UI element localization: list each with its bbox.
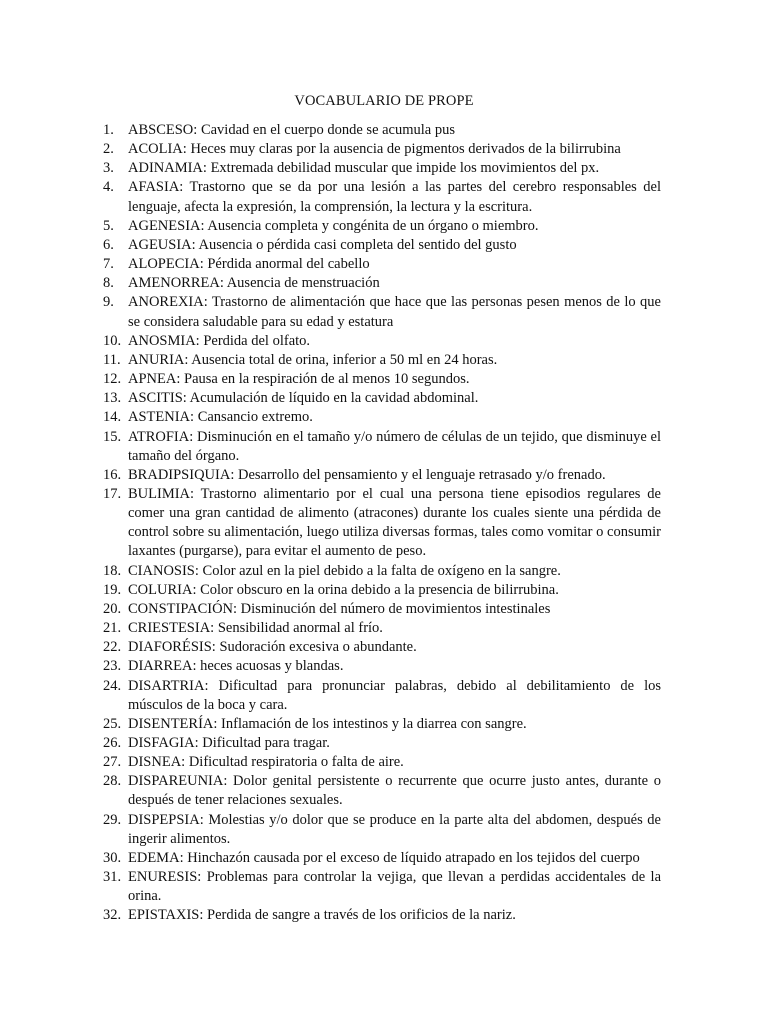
- vocabulary-entry: 31. ENURESIS: Problemas para controlar la vejiga, que llevan a perdidas accidentales de la orina.: [103, 869, 662, 905]
- entry-term: BULIMIA: [128, 485, 191, 502]
- vocabulary-entry: 17. BULIMIA: Trastorno alimentario por el cual una persona tiene episodios regulares de comer una gran cantidad de alimento (atracones) durante los cuales siente una pérdida de control sobre su alimentación, luego utiliza diversas formas, tales como vomitar o consumir laxantes (purgarse), para evitar el aumento de peso.: [103, 485, 661, 560]
- entry-term: ASCITIS: [128, 390, 183, 407]
- vocabulary-entry: 22. DIAFORÉSIS: Sudoración excesiva o abundante.: [103, 638, 661, 657]
- entry-term: CIANOSIS: [128, 562, 195, 579]
- vocabulary-entry: 6. AGEUSIA: Ausencia o pérdida casi completa del sentido del gusto: [103, 236, 661, 255]
- entry-number: 26.: [103, 735, 122, 751]
- document-title: VOCABULARIO DE PROPE: [294, 93, 474, 109]
- entry-term: DIARREA: [128, 658, 193, 675]
- entry-definition: heces acuosas y blandas.: [200, 658, 344, 675]
- entry-definition: Molestias y/o dolor que se produce en la parte alta del abdomen, después de ingerir alimentos.: [128, 811, 661, 847]
- entry-definition: Cansancio extremo.: [197, 409, 313, 426]
- entry-definition: Perdida del olfato.: [203, 332, 311, 349]
- entry-term: CRIESTESIA: [128, 620, 211, 637]
- vocabulary-entry: 8. AMENORREA: Ausencia de menstruación: [103, 274, 661, 293]
- entry-number: 15.: [103, 428, 122, 445]
- entry-number: 25.: [103, 715, 122, 732]
- entry-number: 3.: [103, 160, 114, 177]
- entry-term: DISPEPSIA: [128, 811, 200, 828]
- entry-number: 12.: [103, 371, 122, 388]
- entry-number: 20.: [103, 600, 122, 617]
- entry-definition: Ausencia completa y congénita de un órgano o miembro.: [207, 217, 539, 234]
- entry-number: 22.: [103, 639, 122, 656]
- entry-term: AGENESIA: [128, 217, 201, 234]
- entry-term: ADINAMIA: [128, 160, 203, 177]
- entry-definition: Color azul en la piel debido a la falta de oxígeno en la sangre.: [202, 562, 561, 579]
- entry-term: AFASIA: [128, 179, 180, 196]
- entry-term: DISPAREUNIA: [128, 773, 224, 790]
- entry-term: EPISTAXIS: [128, 907, 200, 924]
- entry-term: DISNEA: [128, 754, 182, 771]
- entry-definition: Disminución en el tamaño y/o número de células de un tejido, que disminuye el tamaño del órgano.: [128, 428, 662, 464]
- entry-definition: Ausencia total de orina, inferior a 50 ml en 24 horas.: [191, 351, 498, 368]
- entry-term: ATROFIA: [128, 428, 190, 445]
- vocabulary-entry: 5. AGENESIA: Ausencia completa y congénita de un órgano o miembro.: [103, 217, 661, 236]
- entry-definition: Dificultad respiratoria o falta de aire.: [188, 754, 404, 771]
- entry-definition: Trastorno de alimentación que hace que las personas pesen menos de lo que se considera saludable para su edad y estatura: [128, 294, 661, 330]
- entry-definition: Cavidad en el cuerpo donde se acumula pus: [200, 122, 456, 138]
- entry-definition: Sudoración excesiva o abundante.: [219, 639, 417, 656]
- vocabulary-entry: 25. DISENTERÍA: Inflamación de los intestinos y la diarrea con sangre.: [103, 715, 661, 734]
- entry-number: 4.: [103, 179, 114, 196]
- entry-number: 13.: [103, 390, 122, 407]
- entry-term: DISARTRIA: [128, 677, 205, 694]
- vocabulary-entry: 12. APNEA: Pausa en la respiración de al menos 10 segundos.: [103, 370, 661, 389]
- vocabulary-entry: 19. COLURIA: Color obscuro en la orina debido a la presencia de bilirrubina.: [103, 581, 661, 600]
- vocabulary-entry: 18. CIANOSIS: Color azul en la piel debido a la falta de oxígeno en la sangre.: [103, 562, 661, 581]
- entry-term: ANURIA: [128, 351, 185, 368]
- entry-term: ANOSMIA: [128, 332, 196, 349]
- entry-definition: Inflamación de los intestinos y la diarrea con sangre.: [221, 715, 527, 732]
- entry-definition: Ausencia o pérdida casi completa del sentido del gusto: [198, 236, 517, 253]
- entry-definition: Perdida de sangre a través de los orificios de la nariz.: [207, 907, 516, 924]
- vocabulary-entry: 10. ANOSMIA: Perdida del olfato.: [103, 332, 661, 351]
- vocabulary-entry: 32. EPISTAXIS: Perdida de sangre a través de los orificios de la nariz.: [103, 906, 661, 925]
- entry-number: 16.: [103, 466, 122, 483]
- vocabulary-entry: 29. DISPEPSIA: Molestias y/o dolor que se produce en la parte alta del abdomen, después de ingerir alimentos.: [103, 811, 661, 847]
- entry-term: CONSTIPACIÓN: [128, 600, 234, 617]
- vocabulary-entry: 21. CRIESTESIA: Sensibilidad anormal al frío.: [103, 619, 661, 638]
- entry-term: APNEA: [128, 371, 177, 388]
- entry-number: 5.: [103, 217, 114, 234]
- entry-number: 30.: [103, 849, 122, 866]
- vocabulary-entry: 15. ATROFIA: Disminución en el tamaño y/o número de células de un tejido, que disminuye el tamaño del órgano.: [103, 428, 662, 464]
- entry-number: 27.: [103, 754, 122, 771]
- vocabulary-entry: 1. ABSCESO: Cavidad en el cuerpo donde se acumula pus: [103, 121, 661, 140]
- entry-number: 2.: [103, 141, 114, 158]
- entry-number: 28.: [103, 773, 122, 790]
- entry-number: 7.: [103, 256, 114, 273]
- vocabulary-entry: 4. AFASIA: Trastorno que se da por una lesión a las partes del cerebro responsables del lenguaje, afecta la expresión, la comprensión, la lectura y la escritura.: [103, 179, 661, 215]
- entry-term: AMENORREA: [128, 275, 220, 292]
- entry-term: COLURIA: [128, 581, 193, 598]
- entry-term: EDEMA: [128, 849, 180, 866]
- entry-number: 21.: [103, 620, 122, 637]
- entry-number: 11.: [103, 351, 121, 368]
- entry-number: 31.: [103, 869, 122, 886]
- entry-definition: Pausa en la respiración de al menos 10 segundos.: [184, 371, 470, 388]
- entry-definition: Hinchazón causada por el exceso de líquido atrapado en los tejidos del cuerpo: [187, 849, 640, 866]
- entry-definition: Ausencia de menstruación: [226, 275, 380, 292]
- entry-number: 10.: [103, 332, 122, 349]
- entry-definition: Dolor genital persistente o recurrente que ocurre justo antes, durante o después de tener relaciones sexuales.: [128, 773, 661, 809]
- entry-definition: Trastorno que se da por una lesión a las partes del cerebro responsables del lenguaje, afecta la expresión, la comprensión, la lectura y la escritura.: [128, 179, 661, 215]
- entry-definition: Dificultad para pronunciar palabras, debido al debilitamiento de los músculos de la boca y cara.: [128, 677, 661, 713]
- entry-number: 9.: [103, 294, 114, 311]
- entry-term: AGEUSIA: [128, 236, 192, 253]
- entry-number: 19.: [103, 581, 122, 598]
- entry-term: DISENTERÍA: [128, 715, 214, 732]
- vocabulary-entry: 9. ANOREXIA: Trastorno de alimentación que hace que las personas pesen menos de lo que se considera saludable para su edad y estatura: [103, 294, 661, 330]
- vocabulary-entry: 30. EDEMA: Hinchazón causada por el exceso de líquido atrapado en los tejidos del cuerpo: [103, 849, 661, 868]
- vocabulary-entry: 23. DIARREA: heces acuosas y blandas.: [103, 657, 661, 676]
- vocabulary-entry: 16. BRADIPSIQUIA: Desarrollo del pensamiento y el lenguaje retrasado y/o frenado.: [103, 466, 661, 485]
- entry-term: DISFAGIA: [128, 735, 195, 751]
- entry-number: 6.: [103, 236, 114, 253]
- vocabulary-entry: 20. CONSTIPACIÓN: Disminución del número de movimientos intestinales: [103, 600, 661, 619]
- vocabulary-entry: 24. DISARTRIA: Dificultad para pronunciar palabras, debido al debilitamiento de los músculos de la boca y cara.: [103, 677, 661, 713]
- vocabulary-entry: 26. DISFAGIA: Dificultad para tragar.: [103, 734, 661, 753]
- entry-term: ASTENIA: [128, 409, 191, 426]
- entry-term: ANOREXIA: [128, 294, 204, 311]
- entry-definition: Extremada debilidad muscular que impide los movimientos del px.: [210, 160, 600, 177]
- entry-term: DIAFORÉSIS: [128, 639, 212, 656]
- entry-number: 32.: [103, 907, 122, 924]
- entry-number: 14.: [103, 409, 122, 426]
- vocabulary-entry: 27. DISNEA: Dificultad respiratoria o falta de aire.: [103, 753, 661, 772]
- entry-number: 23.: [103, 658, 122, 675]
- entry-number: 1.: [103, 122, 114, 138]
- vocabulary-entry: 28. DISPAREUNIA: Dolor genital persistente o recurrente que ocurre justo antes, durante o después de tener relaciones sexuales.: [103, 773, 661, 809]
- entry-term: ACOLIA: [128, 141, 183, 158]
- entry-number: 8.: [103, 275, 114, 292]
- entry-definition: Trastorno alimentario por el cual una persona tiene episodios regulares de comer una gran cantidad de alimento (atracones) durante los cuales siente una pérdida de control sobre su alimentación, luego utiliza diversas formas, tales como vomitar o consumir laxantes (purgarse), para evitar el aumento de peso.: [128, 485, 661, 560]
- entry-definition: Problemas para controlar la vejiga, que llevan a perdidas accidentales de la orina.: [128, 869, 662, 905]
- entry-definition: Color obscuro en la orina debido a la presencia de bilirrubina.: [200, 581, 559, 598]
- vocabulary-entry: 2. ACOLIA: Heces muy claras por la ausencia de pigmentos derivados de la bilirrubina: [103, 140, 661, 159]
- vocabulary-entry: 7. ALOPECIA: Pérdida anormal del cabello: [103, 255, 661, 274]
- entry-definition: Pérdida anormal del cabello: [207, 256, 370, 273]
- entry-term: BRADIPSIQUIA: [128, 466, 231, 483]
- entry-number: 29.: [103, 811, 122, 828]
- vocabulary-entry: 13. ASCITIS: Acumulación de líquido en la cavidad abdominal.: [103, 389, 661, 408]
- entry-definition: Acumulación de líquido en la cavidad abdominal.: [189, 390, 479, 407]
- entry-definition: Desarrollo del pensamiento y el lenguaje retrasado y/o frenado.: [237, 466, 606, 483]
- entry-definition: Disminución del número de movimientos intestinales: [240, 600, 551, 617]
- entry-number: 17.: [103, 485, 122, 502]
- vocabulary-entry: 3. ADINAMIA: Extremada debilidad muscular que impide los movimientos del px.: [103, 159, 661, 178]
- entry-definition: Dificultad para tragar.: [202, 735, 330, 751]
- entry-number: 18.: [103, 562, 122, 579]
- entry-number: 24.: [103, 677, 122, 694]
- entry-term: ENURESIS: [128, 869, 198, 886]
- vocabulary-entry: 11. ANURIA: Ausencia total de orina, inferior a 50 ml en 24 horas.: [103, 351, 661, 370]
- entry-definition: Heces muy claras por la ausencia de pigmentos derivados de la bilirrubina: [190, 141, 621, 158]
- entry-term: ABSCESO: [128, 122, 194, 138]
- entry-term: ALOPECIA: [128, 256, 200, 273]
- entry-definition: Sensibilidad anormal al frío.: [217, 620, 383, 637]
- vocabulary-list: [103, 121, 661, 926]
- vocabulary-entry: 14. ASTENIA: Cansancio extremo.: [103, 408, 661, 427]
